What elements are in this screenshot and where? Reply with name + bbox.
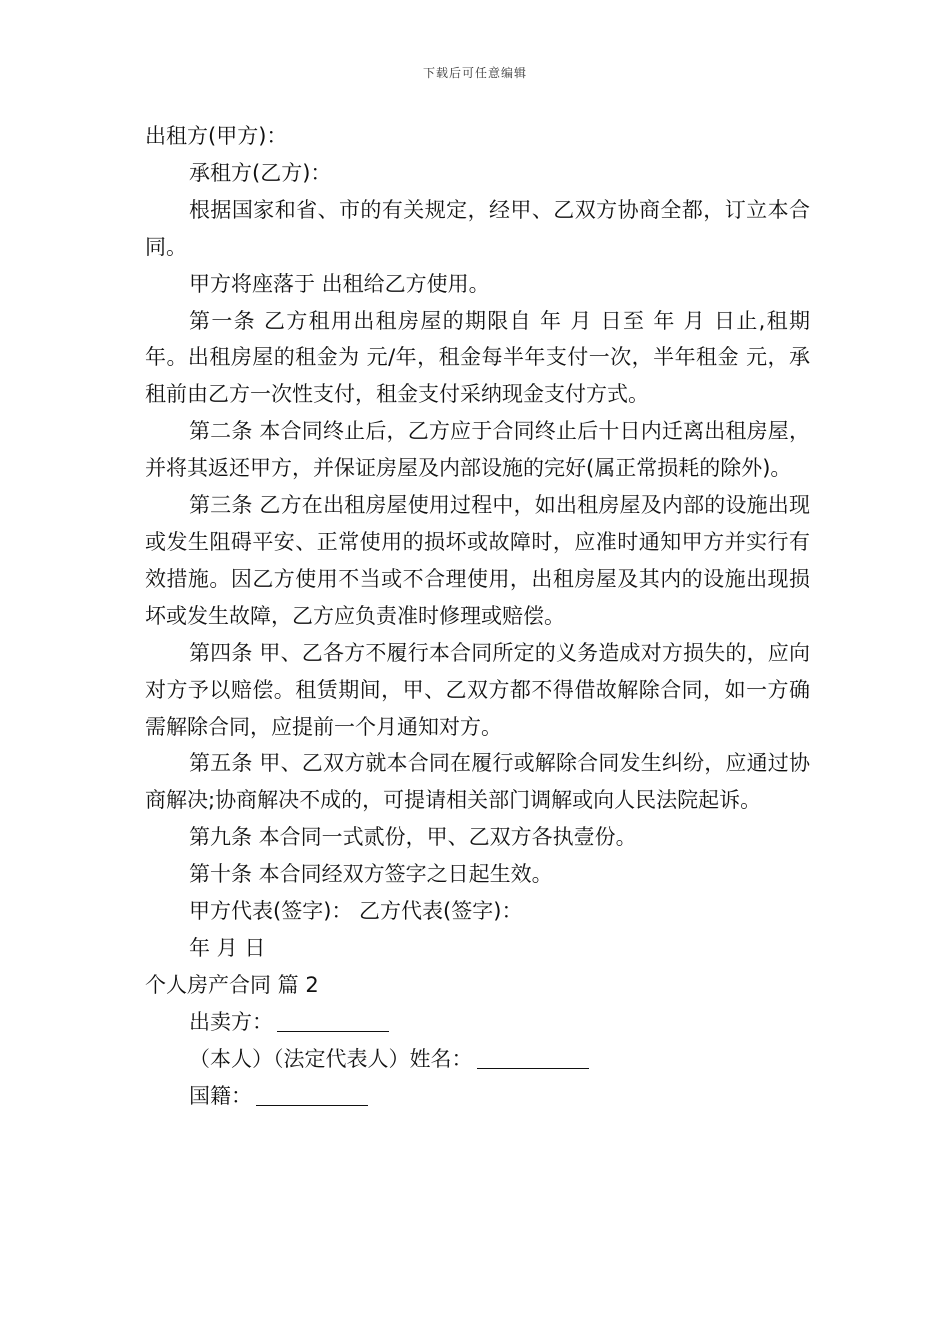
paragraph-property-location: 甲方将座落于 出租给乙方使用。 [189,271,490,296]
field-seller [145,1004,810,1041]
paragraph-article-2: 第二条 本合同终止后，乙方应于合同终止后十日内迁离出租房屋，并将其返还甲方，并保证房屋及内部设施的完好(属正常损耗的除外)。 [145,419,810,481]
field-seller-blank[interactable] [277,1005,389,1032]
paragraph-article-3: 第三条 乙方在出租房屋使用过程中，如出租房屋及内部的设施出现或发生阻碍平安、正常使用的损坏或故障时，应准时通知甲方并实行有效措施。因乙方使用不当或不合理使用，出租房屋及其内的设施出现损坏或发生故障，乙方应负责准时修理或赔偿。 [145,493,810,628]
contract-body [145,118,810,1114]
paragraph-article-10: 第十条 本合同经双方签字之日起生效。 [189,862,553,887]
paragraph-article-9: 第九条 本合同一式贰份，甲、乙双方各执壹份。 [189,825,637,850]
field-nationality-label: 国籍： [189,1083,252,1108]
paragraph-article-1: 第一条 乙方租用出租房屋的期限自 年 月 日至 年 月 日止,租期 年。出租房屋的租金为 元/年，租金每半年支付一次，半年租金 元，承租前由乙方一次性支付，租金支付采纳现金支付方式。 [145,308,810,407]
section-title: 个人房产合同 篇 2 [145,972,319,997]
paragraph-article-4: 第四条 甲、乙各方不履行本合同所定的义务造成对方损失的，应向对方予以赔偿。租赁期间，甲、乙双方都不得借故解除合同，如一方确需解除合同，应提前一个月通知对方。 [145,640,810,739]
paragraph-article-5: 第五条 甲、乙双方就本合同在履行或解除合同发生纠纷，应通过协商解决;协商解决不成的，可提请相关部门调解或向人民法院起诉。 [145,751,810,813]
field-seller-label: 出卖方： [189,1009,273,1034]
field-name-blank[interactable] [477,1042,589,1069]
page-header: 下载后可任意编辑 [422,66,527,80]
field-name-label: （本人）（法定代表人）姓名： [189,1046,473,1071]
field-nationality [145,1078,810,1115]
paragraph-signatures: 甲方代表(签字)： 乙方代表(签字)： [189,899,523,924]
field-nationality-blank[interactable] [256,1079,368,1106]
paragraph-preamble: 根据国家和省、市的有关规定，经甲、乙双方协商全都，订立本合同。 [145,197,810,259]
paragraph-lessor: 出租方(甲方)： [145,124,288,148]
paragraph-lessee: 承租方(乙方)： [189,160,332,185]
field-name [145,1041,810,1078]
paragraph-date: 年 月 日 [189,935,266,960]
